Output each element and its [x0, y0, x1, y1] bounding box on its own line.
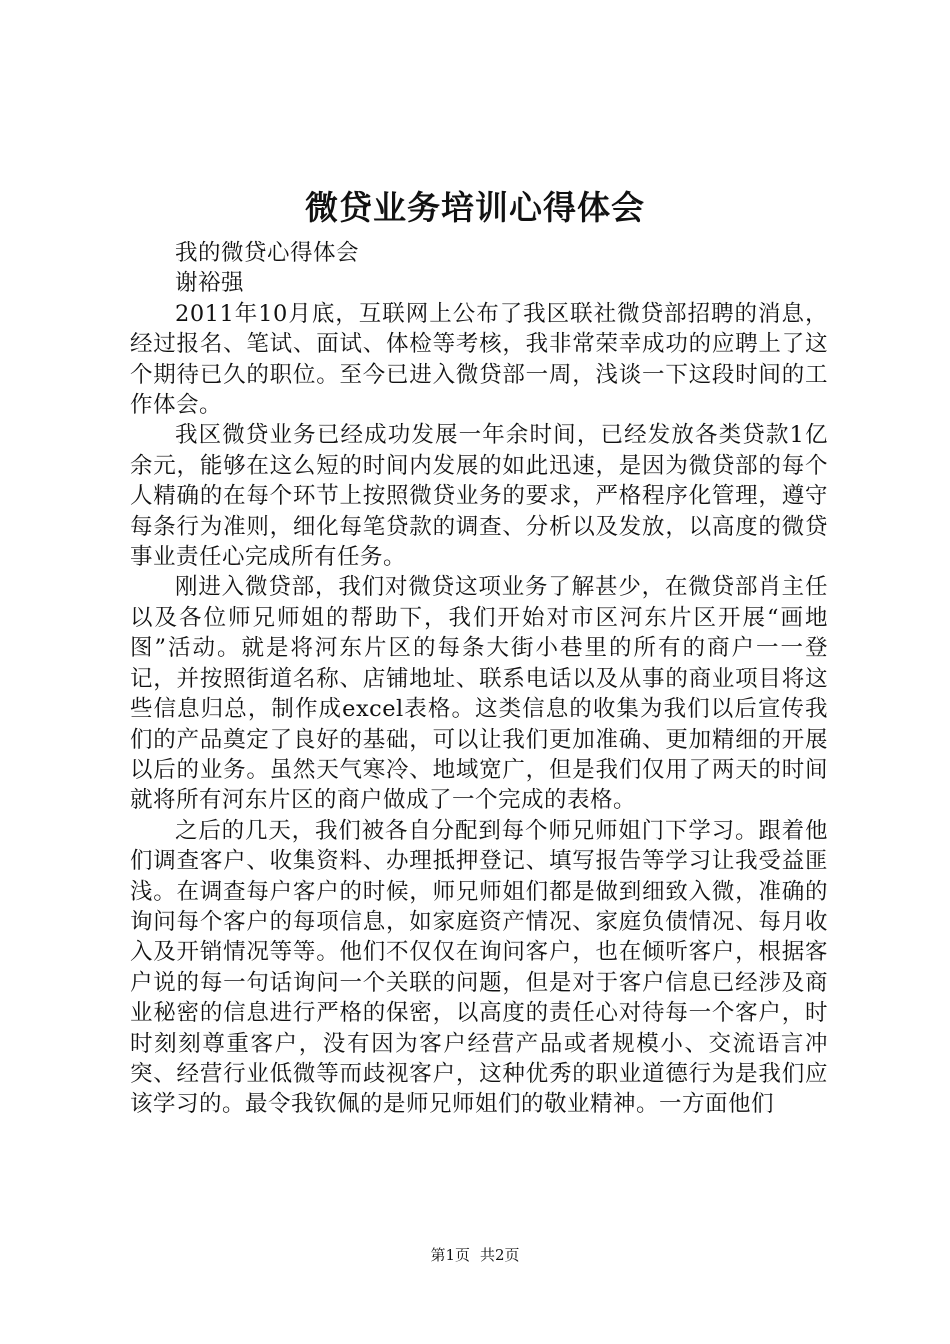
document-body — [130, 238, 828, 1120]
page-footer — [0, 1245, 950, 1265]
paragraph: 2011年10月底，互联网上公布了我区联社微贷部招聘的消息，经过报名、笔试、面试、体检等考核，我非常荣幸成功的应聘上了这个期待已久的职位。至今已进入微贷部一周，浅谈一下这段时间的工作体会。 — [130, 300, 828, 419]
paragraph: 我区微贷业务已经成功发展一年余时间，已经发放各类贷款1亿余元，能够在这么短的时间内发展的如此迅速，是因为微贷部的每个人精确的在每个环节上按照微贷业务的要求，严格程序化管理，遵守每条行为准则，细化每笔贷款的调查、分析以及发放，以高度的微贷事业责任心完成所有任务。 — [130, 422, 828, 571]
paragraph: 之后的几天，我们被各自分配到每个师兄师姐门下学习。跟着他们调查客户、收集资料、办理抵押登记、填写报告等学习让我受益匪浅。在调查每户客户的时候，师兄师姐们都是做到细致入微，准确的询问每个客户的每项信息，如家庭资产情况、家庭负债情况、每月收入及开销情况等等。他们不仅仅在询问客户，也在倾听客户，根据客户说的每一句话询问一个关联的问题，但是对于客户信息已经涉及商业秘密的信息进行严格的保密，以高度的责任心对待每一个客户，时时刻刻尊重客户，没有因为客户经营产品或者规模小、交流语言冲突、经营行业低微等而歧视客户，这种优秀的职业道德行为是我们应该学习的。最令我钦佩的是师兄师姐们的敬业精神。一方面他们 — [130, 817, 828, 1118]
document-subtitle: 我的微贷心得体会 — [175, 240, 360, 266]
paragraph: 刚进入微贷部，我们对微贷这项业务了解甚少，在微贷部肖主任以及各位师兄师姐的帮助下，我们开始对市区河东片区开展“画地图”活动。就是将河东片区的每条大街小巷里的所有的商户一一登记，并按照街道名称、店铺地址、联系电话以及从事的商业项目将这些信息归总，制作成excel表格。这类信息的收集为我们以后宣传我们的产品奠定了良好的基础，可以让我们更加准确、更加精细的开展以后的业务。虽然天气寒冷、地域宽广，但是我们仅用了两天的时间就将所有河东片区的商户做成了一个完成的表格。 — [130, 574, 828, 814]
document-author: 谢裕强 — [175, 270, 245, 297]
document-title: 微贷业务培训心得体会 — [305, 188, 645, 227]
page-number: 第1页 — [430, 1246, 470, 1264]
page-total: 共2页 — [480, 1246, 520, 1264]
